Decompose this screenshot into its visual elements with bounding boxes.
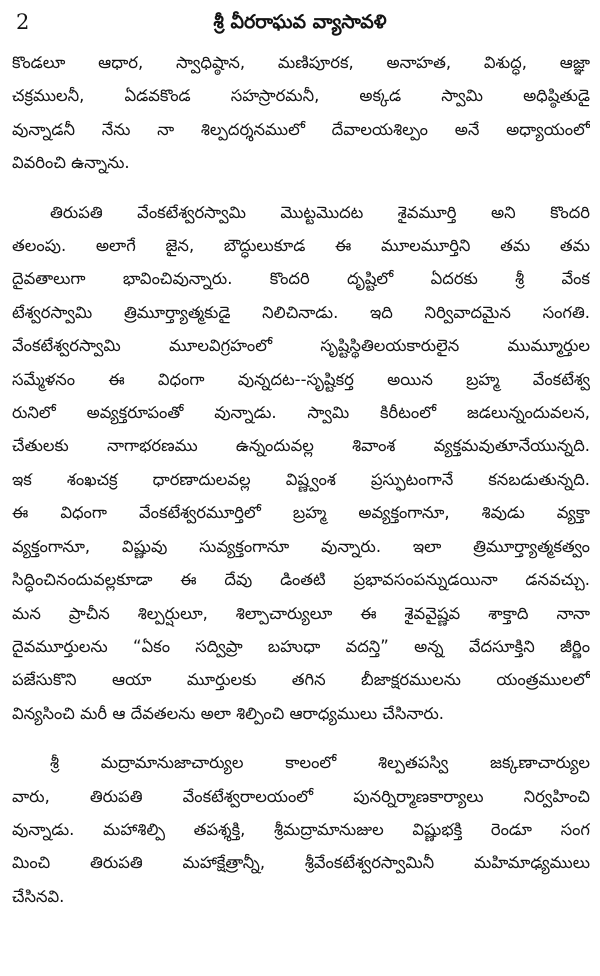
paragraph-3 (12, 746, 590, 913)
text-line: మించి తిరుపతి మహాక్షేత్రాన్నీ, శ్రీవేంకటేశ్వరస్వామినీ మహిమాఢ్యములు (12, 853, 590, 873)
text-line: చేతులకు నాగాభరణము ఉన్నందువల్ల శివాంశ వ్యక్తమవుతూనేయున్నది. (12, 436, 590, 456)
text-line: సమ్మేళనం ఈ విధంగా వున్నదట--సృష్టికర్త అయిన బ్రహ్మ వేంకటేశ్వ (12, 369, 590, 389)
paragraph-1 (12, 46, 590, 180)
text-line: వ్యక్తంగానూ, విష్ణువు సువ్యక్తంగానూ వున్నారు. ఇలా త్రిమూర్త్యాత్మకత్వం (12, 536, 590, 556)
text-line: కొండలూ ఆధార, స్వాధిష్ఠాన, మణిపూరక, అనాహత, విశుద్ధ, ఆజ్ఞా (12, 53, 590, 72)
text-line: తిరుపతి వేంకటేశ్వరస్వామి మొట్టమొదట శైవమూర్తి అని కొందరి (50, 202, 590, 222)
text-line: దైవమూర్తులను “ఏకం సద్విప్రా బహుధా వదన్తి” అన్న వేదసూక్తిని జీర్ణిం (12, 636, 590, 656)
text-line: పజేసుకొని ఆయా మూర్తులకు తగిన బీజాక్షరములను యంత్రములలో (12, 670, 590, 690)
text-line: వున్నాడనీ నేను నా శిల్పదర్శనములో దేవాలయశిల్పం అనే అధ్యాయంలో (12, 119, 590, 139)
text-line: మన ప్రాచీన శిల్పర్షులూ, శిల్పాచార్యులూ ఈ శైవవైష్ణవ శాక్తాది నానా (12, 603, 590, 623)
text-line: తలంపు. అలాగే జైన, బౌద్ధులుకూడ ఈ మూలమూర్తిని తమ తమ (12, 236, 590, 256)
text-line: వున్నాడు. మహాశిల్పి తపశ్శక్తి, శ్రీమద్రామానుజుల విష్ణుభక్తి రెండూ సంగ (12, 819, 590, 839)
text-line: ఇక శంఖచక్ర ధారణాదులవల్ల విష్ణ్వంశ ప్రస్ఫుటంగానే కనబడుతున్నది. (12, 469, 590, 489)
text-line: వేంకటేశ్వరస్వామి మూలవిగ్రహంలో సృష్టిస్థితిలయకారులైన ముమ్మూర్తుల (12, 336, 590, 356)
page-header (14, 6, 586, 40)
page-number: 2 (16, 10, 30, 34)
text-line: సిద్ధించినందువల్లకూడా ఈ దేవు డింతటి ప్రభావసంపన్నుడయినా డనవచ్చు. (12, 570, 590, 590)
text-line: చేసినవి. (12, 886, 65, 906)
text-line: టేశ్వరస్వామి త్రిమూర్త్యాత్మకుడై నిలిచినాడు. ఇది నిర్వివాదమైన సంగతి. (12, 302, 590, 322)
text-line: రునిలో అవ్యక్తరూపంతో వున్నాడు. స్వామి కిరీటంలో జడలున్నందువలన, (12, 403, 590, 423)
text-line: ఈ విధంగా వేంకటేశ్వరమూర్తిలో బ్రహ్మ అవ్యక్తంగానూ, శివుడు వ్యక్తా (12, 503, 590, 523)
text-line: విన్యసించి మరీ ఆ దేవతలను అలా శిల్పించి ఆరాధ్యములు చేసినారు. (12, 703, 444, 723)
text-line: దైవతాలుగా భావించివున్నారు. కొందరి దృష్టిలో ఏదరకు శ్రీ వేంక (12, 269, 590, 289)
body-text (12, 46, 590, 929)
text-line: శ్రీ మద్రామానుజాచార్యుల కాలంలో శిల్పతపస్వి జక్కణాచార్యుల (50, 753, 590, 773)
text-line: వివరించి ఉన్నాను. (12, 153, 130, 173)
running-title: శ్రీ వీరరాఘవ వ్యాసావళి (213, 11, 387, 33)
text-line: వారు, తిరుపతి వేంకటేశ్వరాలయంలో పునర్నిర్మాణకార్యాలు నిర్వహించి (12, 786, 590, 806)
paragraph-2 (12, 196, 590, 731)
text-line: చక్రములనీ, ఏడవకొండ సహస్రారమనీ, అక్కడ స్వామి అధిష్ఠితుడై (12, 86, 590, 106)
